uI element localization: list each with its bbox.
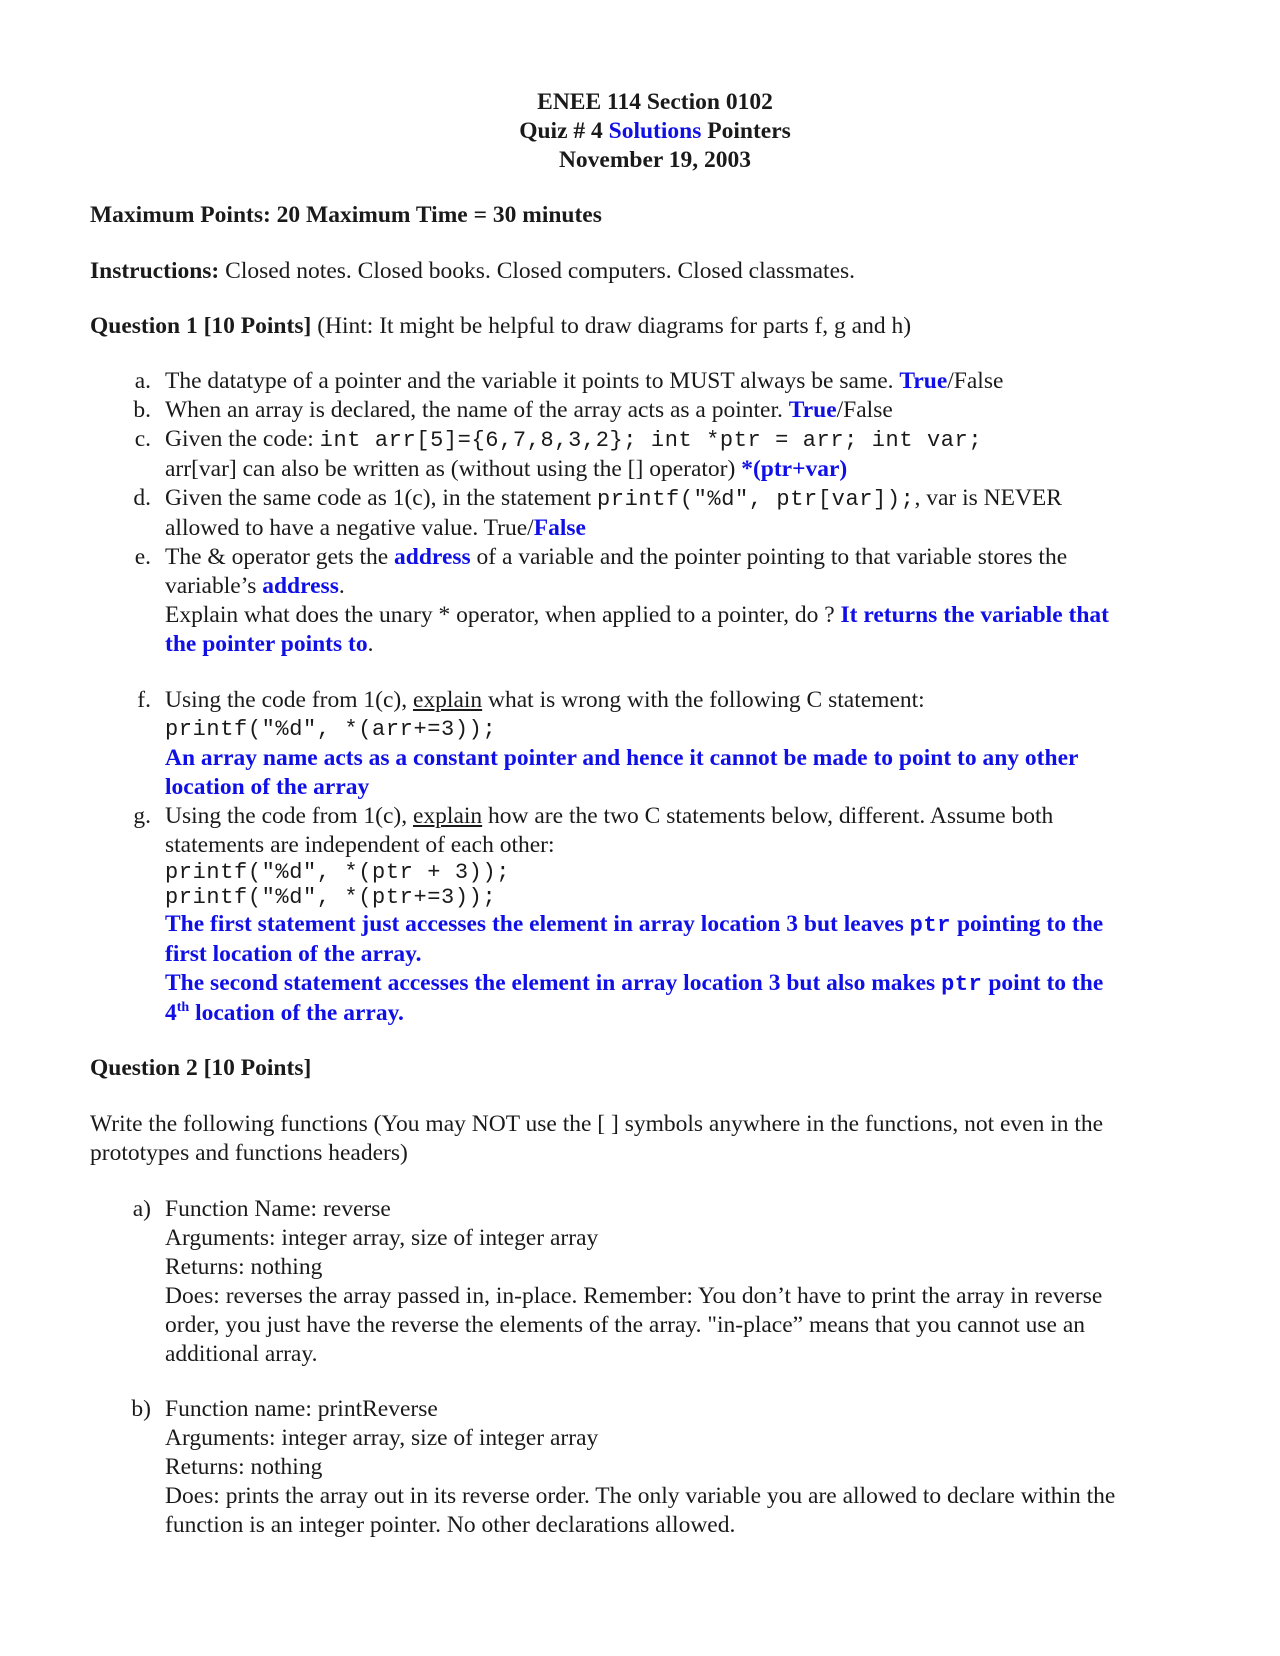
document-header (110, 88, 1200, 175)
answer: 4th location of the array. (165, 1000, 404, 1026)
q1-item-c: c. Given the code: int arr[5]={6,7,8,3,2}; int *ptr = arr; int var; arr[var] can also be written as (without using the [] operator) *(ptr+var) (134, 426, 983, 482)
answer: It returns the variable that (840, 602, 1109, 628)
question-2-heading: Question 2 [10 Points] (90, 1055, 312, 1081)
answer: *(ptr+var) (741, 456, 848, 482)
q1-item-b: b. When an array is declared, the name of the array acts as a pointer. True/False (133, 397, 893, 423)
question-1-heading: Question 1 [10 Points] (Hint: It might be helpful to draw diagrams for parts f, g and h) (90, 313, 912, 339)
answer: True (899, 368, 948, 394)
answer: False (533, 515, 586, 541)
answer: location of the array (165, 774, 370, 800)
code-snippet: int arr[5]={6,7,8,3,2}; int *ptr = arr; int var; (319, 428, 983, 453)
quiz-page (90, 88, 1200, 1540)
answer: address (262, 573, 339, 599)
quiz-title: Quiz # 4 Solutions Pointers (519, 118, 791, 144)
quiz-date: November 19, 2003 (558, 147, 752, 173)
code-snippet: printf("%d", *(ptr+=3)); (165, 885, 497, 910)
answer: first location of the array. (165, 941, 422, 967)
max-points-line: Maximum Points: 20 Maximum Time = 30 minutes (90, 202, 602, 228)
q1-item-f: f. Using the code from 1(c), explain what is wrong with the following C statement: printf("%d", *(arr+=3)); An array name acts as a constant pointer and hence it cannot be made to point to any other location of the array (90, 686, 1200, 802)
q2-item-b: b) Function name: printReverse Arguments: integer array, size of integer array Returns: nothing Does: prints the array out in its reverse order. The only variable you are allowed to declare within the function is an integer pointer. No other declarations allowed. (131, 1396, 1116, 1538)
solutions-label: Solutions (608, 118, 702, 144)
course-title: ENEE 114 Section 0102 (537, 89, 773, 115)
answer: The second statement accesses the element in array location 3 but also makes ptr point to the (165, 970, 1104, 997)
q1-item-e: e. The & operator gets the address of a variable and the pointer pointing to that variable stores the variable’s address. Explain what does the unary * operator, when applied to a pointer, do ? It returns the variable that the pointer points to. (134, 544, 1109, 657)
q1-item-g: g. Using the code from 1(c), explain how are the two C statements below, different. Assume both statements are independent of each other: printf("%d", *(ptr + 3)); printf("%d", *(ptr+=3)); The first statement just accesses the element in array location 3 but leaves ptr pointing to the first location of the array. The second statement accesses the element in array location 3 but also makes ptr point to the 4th location of the array. (90, 802, 1200, 1028)
answer: address (394, 544, 471, 570)
question-2-intro: Write the following functions (You may NOT use the [ ] symbols anywhere in the functions, not even in the prototypes and functions headers) (90, 1111, 1104, 1166)
answer: True (788, 397, 837, 423)
q2-item-a: a) Function Name: reverse Arguments: integer array, size of integer array Returns: nothing Does: reverses the array passed in, in-place. Remember: You don’t have to print the array in reverse order, you just have the reverse the elements of the array. "in-place” means that you cannot use an additional array. (132, 1196, 1103, 1367)
answer: An array name acts as a constant pointer and hence it cannot be made to point to any other (165, 745, 1079, 771)
answer: The first statement just accesses the element in array location 3 but leaves ptr pointing to the (165, 911, 1104, 938)
answer: the pointer points to (165, 631, 368, 657)
code-snippet: printf("%d", *(ptr + 3)); (165, 860, 511, 885)
instructions: Instructions: Closed notes. Closed books. Closed computers. Closed classmates. (90, 258, 856, 284)
code-snippet: printf("%d", *(arr+=3)); (165, 717, 497, 742)
code-snippet: printf("%d", ptr[var]); (597, 487, 915, 512)
q1-item-a: a. The datatype of a pointer and the variable it points to MUST always be same. True/False (134, 368, 1004, 394)
q1-item-d: d. Given the same code as 1(c), in the statement printf("%d", ptr[var]);, var is NEVER allowed to have a negative value. True/False (133, 485, 1062, 541)
